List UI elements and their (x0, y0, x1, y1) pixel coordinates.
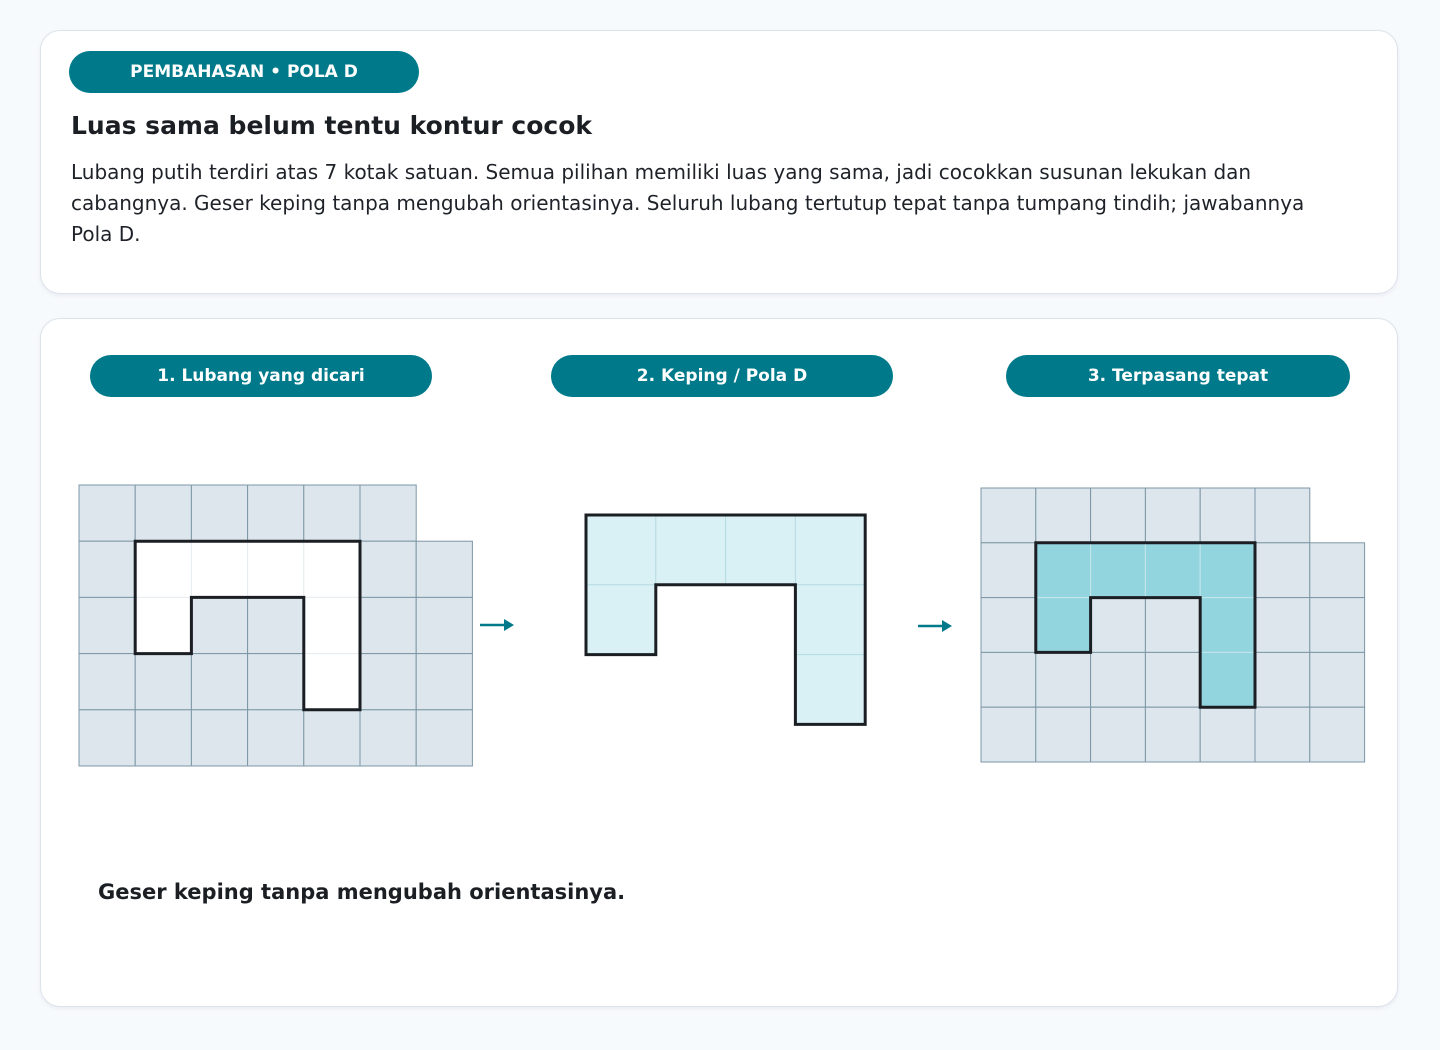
piece-cell (795, 585, 865, 655)
board-cell (981, 598, 1036, 653)
board-cell (248, 485, 304, 541)
board-cell (135, 654, 191, 710)
board-cell (1091, 652, 1146, 707)
piece-cell (795, 655, 865, 725)
hole-cell (304, 541, 360, 597)
explanation-card (40, 30, 1398, 294)
hole-board (79, 485, 472, 766)
piece-cell (656, 515, 726, 585)
board-cell (416, 541, 472, 597)
board-cell (304, 485, 360, 541)
board-cell (1310, 707, 1365, 762)
fitted-board (981, 488, 1365, 762)
board-cell (79, 710, 135, 766)
board-cell (981, 707, 1036, 762)
board-cell (416, 597, 472, 653)
hole-cell (248, 541, 304, 597)
board-cell (416, 654, 472, 710)
hole-cell (304, 597, 360, 653)
board-cell (304, 710, 360, 766)
board-cell (135, 485, 191, 541)
board-cell (1091, 488, 1146, 543)
board-cell (191, 654, 247, 710)
piece-cell (586, 585, 656, 655)
board-cell (1200, 707, 1255, 762)
board-cell (360, 710, 416, 766)
piece-pola-d (586, 515, 865, 724)
piece-cell (795, 515, 865, 585)
arrow-head (504, 619, 514, 631)
step-1-label: 1. Lubang yang dicari (90, 355, 432, 397)
step-2-label: 2. Keping / Pola D (551, 355, 893, 397)
step-3-label: 3. Terpasang tepat (1006, 355, 1350, 397)
board-cell (248, 654, 304, 710)
board-cell (981, 488, 1036, 543)
board-cell (79, 485, 135, 541)
arrow-icon (918, 620, 952, 632)
board-cell (1091, 598, 1146, 653)
board-cell (360, 597, 416, 653)
hole-cell (135, 597, 191, 653)
board-cell (1145, 707, 1200, 762)
board-cell (1255, 707, 1310, 762)
board-cell (360, 541, 416, 597)
board-cell (1255, 543, 1310, 598)
hole-cell (1145, 543, 1200, 598)
board-cell (1036, 707, 1091, 762)
hole-cell (1200, 652, 1255, 707)
board-cell (1255, 598, 1310, 653)
board-cell (416, 710, 472, 766)
board-cell (981, 543, 1036, 598)
board-cell (1255, 488, 1310, 543)
board-cell (191, 485, 247, 541)
board-cell (1036, 488, 1091, 543)
board-cell (79, 541, 135, 597)
board-cell (1200, 488, 1255, 543)
hole-cell (191, 541, 247, 597)
section-badge: PEMBAHASAN • POLA D (69, 51, 419, 93)
hole-cell (135, 541, 191, 597)
board-cell (248, 597, 304, 653)
board-cell (1145, 598, 1200, 653)
description-text: Lubang putih terdiri atas 7 kotak satuan. Semua pilihan memiliki luas yang sama, jadi cocokkan susunan lekukan dan cabangnya. Geser keping tanpa mengubah orientasinya. Seluruh lubang tertutup tepat tanpa tumpang tindih; jawabannya Pola D. (71, 160, 1305, 246)
board-cell (1310, 598, 1365, 653)
arrow-head (942, 620, 952, 632)
board-cell (981, 652, 1036, 707)
step-diagram (41, 319, 1399, 1008)
hole-cell (1200, 598, 1255, 653)
board-cell (79, 654, 135, 710)
board-cell (248, 710, 304, 766)
board-cell (360, 654, 416, 710)
page-title: Luas sama belum tentu kontur cocok (71, 111, 593, 140)
board-cell (191, 597, 247, 653)
board-cell (1036, 652, 1091, 707)
board-cell (135, 710, 191, 766)
diagram-card (40, 318, 1398, 1007)
hole-cell (1091, 543, 1146, 598)
piece-cell (726, 515, 796, 585)
hole-cell (1200, 543, 1255, 598)
board-cell (1255, 652, 1310, 707)
board-cell (1310, 652, 1365, 707)
board-cell (1310, 543, 1365, 598)
arrow-icon (480, 619, 514, 631)
board-cell (1145, 652, 1200, 707)
board-cell (1091, 707, 1146, 762)
board-cell (360, 485, 416, 541)
hole-cell (1036, 598, 1091, 653)
board-cell (79, 597, 135, 653)
board-cell (1145, 488, 1200, 543)
diagram-caption: Geser keping tanpa mengubah orientasinya. (98, 880, 626, 904)
piece-cell (586, 515, 656, 585)
hole-cell (1036, 543, 1091, 598)
hole-cell (304, 654, 360, 710)
board-cell (191, 710, 247, 766)
